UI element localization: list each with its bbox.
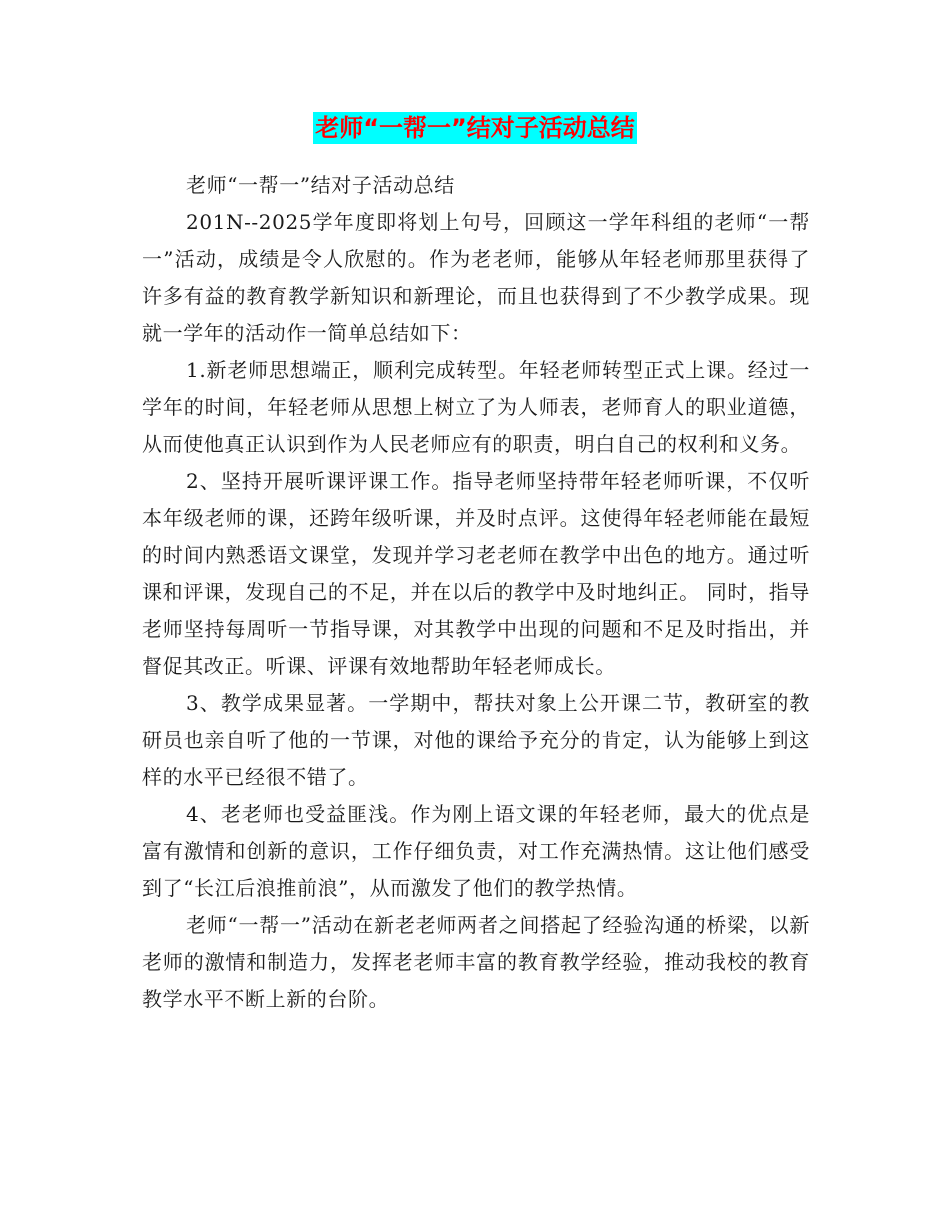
- document-body: [142, 167, 810, 1018]
- paragraph-point-1: 1.新老师思想端正，顺利完成转型。年轻老师转型正式上课。经过一学年的时间，年轻老师从思想上树立了为人师表，老师育人的职业道德，从而使他真正认识到作为人民老师应有的职责，明白自己的权利和义务。: [142, 358, 810, 456]
- paragraph-conclusion: 老师“一帮一”活动在新老老师两者之间搭起了经验沟通的桥梁，以新老师的激情和制造力，发挥老老师丰富的教育教学经验，推动我校的教育教学水平不断上新的台阶。: [142, 913, 810, 1011]
- title-block: [0, 112, 950, 144]
- paragraph-point-4: 4、老老师也受益匪浅。作为刚上语文课的年轻老师，最大的优点是富有激情和创新的意识，工作仔细负责，对工作充满热情。这让他们感受到了“长江后浪推前浪”，从而激发了他们的教学热情。: [142, 802, 810, 900]
- paragraph-point-3: 3、教学成果显著。一学期中，帮扶对象上公开课二节，教研室的教研员也亲自听了他的一节课，对他的课给予充分的肯定，认为能够上到这样的水平已经很不错了。: [142, 691, 810, 789]
- paragraph-point-2: 2、坚持开展听课评课工作。指导老师坚持带年轻老师听课，不仅听本年级老师的课，还跨年级听课，并及时点评。这使得年轻老师能在最短的时间内熟悉语文课堂，发现并学习老老师在教学中出色的地方。通过听课和评课，发现自己的不足，并在以后的教学中及时地纠正。 同时，指导老师坚持每周听一节指导课，对其教学中出现的问题和不足及时指出，并督促其改正。听课、评课有效地帮助年轻老师成长。: [142, 469, 810, 678]
- paragraph-subtitle: 老师“一帮一”结对子活动总结: [186, 173, 455, 197]
- paragraph-intro: 201N--2025学年度即将划上句号，回顾这一学年科组的老师“一帮一”活动，成绩是令人欣慰的。作为老老师，能够从年轻老师那里获得了许多有益的教育教学新知识和新理论，而且也获得到了不少教学成果。现就一学年的活动作一简单总结如下：: [142, 210, 810, 345]
- document-title: 老师“一帮一”结对子活动总结: [315, 114, 635, 142]
